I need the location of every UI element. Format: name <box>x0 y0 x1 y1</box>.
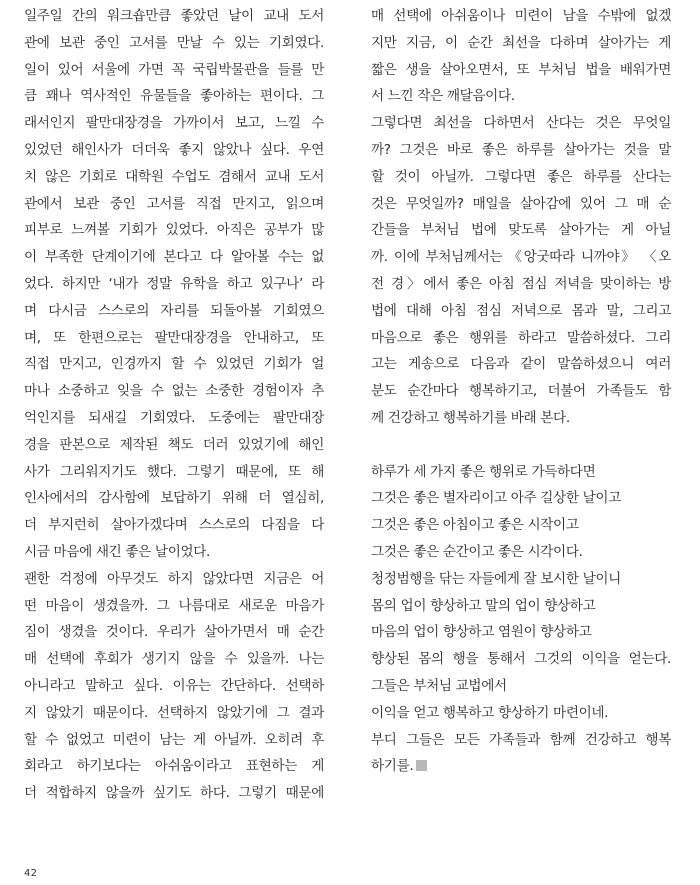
left-column-line <box>24 351 324 378</box>
line-text: 법에 대해 아침 점심 저녁으로 몸과 말, 그리고 <box>371 302 671 319</box>
right-column-line <box>371 593 595 620</box>
left-column-line <box>24 727 324 754</box>
line-text: 전 경〉에서 좋은 아침 점심 저녁을 맞이하는 방 <box>371 276 671 292</box>
left-column-line <box>24 271 324 298</box>
left-column-line <box>24 459 324 486</box>
line-text: 직접 만지고, 인경까지 할 수 있었던 기회가 얼 <box>24 356 324 373</box>
line-text: 그들은 부처님 교법에서 <box>371 678 507 694</box>
line-text: 향상된 몸의 행을 통해서 그것의 이익을 얻는다. <box>371 651 671 668</box>
right-column-line <box>371 137 671 164</box>
line-text: 회라고 하기보다는 아쉬움이라고 표현하는 게 <box>24 758 324 775</box>
left-column-line <box>24 432 324 459</box>
right-column-line <box>371 351 671 378</box>
right-column-line <box>371 646 671 673</box>
line-text: 하루가 세 가지 좋은 행위로 가득하다면 <box>371 463 596 480</box>
left-column-line <box>24 3 324 30</box>
left-column-line <box>24 673 324 700</box>
line-text: 치 않은 기회로 대학원 수업도 겸해서 교내 도서 <box>24 168 324 185</box>
line-text: 며 다시금 스스로의 자리를 되돌아볼 기회였으 <box>24 302 324 319</box>
line-text: 할 수 없었고 미련이 남는 게 아닐까. 오히려 후 <box>24 731 324 748</box>
line-text: 까. 이에 부처님께서는 《앙굿따라 니까야》 〈오 <box>371 249 671 266</box>
right-column-line <box>371 700 608 727</box>
line-text: 래서인지 팔만대장경을 가까이서 보고, 느낄 수 <box>24 115 324 132</box>
line-text: 그렇다면 최선을 다하면서 산다는 것은 무엇일 <box>371 115 671 132</box>
right-column-line <box>371 110 671 137</box>
left-column-line <box>24 700 324 727</box>
right-column-line <box>371 271 671 298</box>
right-column-line <box>371 753 427 780</box>
line-text: 사가 그리워지기도 했다. 그렇기 때문에, 또 해 <box>24 463 324 480</box>
end-of-article-mark <box>416 760 427 771</box>
line-text: 마음으로 좋은 행위를 하라고 말씀하셨다. 그리 <box>371 329 671 346</box>
left-column-line <box>24 593 324 620</box>
page-number: 42 <box>24 868 38 879</box>
right-column-line <box>371 727 671 754</box>
line-text: 지 않았기 때문이다. 선택하지 않았기에 그 결과 <box>24 704 324 721</box>
left-column-line <box>24 566 324 593</box>
line-text: 일주일 간의 워크숍만큼 좋았던 날이 교내 도서 <box>24 8 324 24</box>
left-column-line <box>24 217 324 244</box>
line-text: 떤 마음이 생겼을까. 그 나름대로 새로운 마음가 <box>24 597 324 614</box>
line-text: 아니라고 말하고 싶다. 이유는 간단하다. 선택하 <box>24 678 324 694</box>
line-text: 지만 지금, 이 순간 최선을 다하며 살아가는 게 <box>371 34 671 51</box>
left-column-line <box>24 191 324 218</box>
line-text: 마음의 업이 향상하고 염원이 향상하고 <box>371 624 592 641</box>
right-column-line <box>371 405 570 432</box>
left-column-line <box>24 164 324 191</box>
line-text: 마나 소중하고 잊을 수 없는 소중한 경험이자 추 <box>24 383 324 400</box>
line-text: 관에서 보관 중인 고서를 직접 만지고, 읽으며 <box>24 195 324 212</box>
line-text: 부디 그들은 모든 가족들과 함께 건강하고 행복 <box>371 731 671 748</box>
line-text: 었다. 하지만 ‘내가 정말 유학을 하고 있구나’ 라 <box>24 276 324 292</box>
right-column-line <box>371 459 595 486</box>
line-text: 억인지를 되새길 기회였다. 도중에는 팔만대장 <box>24 410 324 426</box>
line-text: 짧은 생을 살아오면서, 또 부처님 법을 배워가면 <box>371 61 671 78</box>
left-column-line <box>24 83 324 110</box>
left-column-line <box>24 405 324 432</box>
right-column-line <box>371 485 621 512</box>
line-text: 며, 또 한편으로는 팔만대장경을 안내하고, 또 <box>24 329 324 346</box>
right-column-line <box>371 673 507 700</box>
line-text: 하기를. <box>371 758 414 775</box>
line-text: 그것은 좋은 아침이고 좋은 시작이고 <box>371 517 579 534</box>
left-column-line <box>24 378 324 405</box>
line-text: 몸의 업이 향상하고 말의 업이 향상하고 <box>371 597 596 614</box>
right-column-line <box>371 298 671 325</box>
line-text: 큼 꽤나 역사적인 유물들을 좋아하는 편이다. 그 <box>24 88 324 105</box>
line-text: 일이 있어 서울에 가면 꼭 국립박물관을 들를 만 <box>24 61 324 78</box>
line-text: 짐이 생겼을 것이다. 우리가 살아가면서 매 순간 <box>24 624 324 641</box>
right-column-line <box>371 3 671 30</box>
left-column-line <box>24 485 324 512</box>
line-text: 피부로 느껴볼 기회가 있었다. 아직은 공부가 많 <box>24 222 324 239</box>
right-column-line <box>371 217 671 244</box>
left-column-line <box>24 137 324 164</box>
left-column-line <box>24 646 324 673</box>
right-column-line <box>371 30 671 57</box>
line-text: 간들을 부처님 법에 맞도록 살아가는 게 아닐 <box>371 222 671 239</box>
line-text: 고는 게송으로 다음과 같이 말씀하셨으니 여러 <box>371 356 671 373</box>
left-column-line <box>24 298 324 325</box>
line-text: 그것은 좋은 별자리이고 아주 길상한 날이고 <box>371 490 621 507</box>
left-column-line <box>24 780 324 807</box>
right-column-line <box>371 244 671 271</box>
line-text: 관에 보관 중인 고서를 만날 수 있는 기회였다. <box>24 34 324 51</box>
right-column-line <box>371 539 583 566</box>
left-column-line <box>24 512 324 539</box>
left-column-line <box>24 30 324 57</box>
line-text: 까? 그것은 바로 좋은 하루를 살아가는 것을 말 <box>371 142 671 158</box>
left-column-line <box>24 325 324 352</box>
line-text: 그것은 좋은 순간이고 좋은 시각이다. <box>371 544 583 560</box>
right-column-line <box>371 164 671 191</box>
line-text: 인사에서의 감사함에 보답하기 위해 더 열심히, <box>24 490 324 507</box>
line-text: 시금 마음에 새긴 좋은 날이었다. <box>24 544 211 560</box>
line-text: 이익을 얻고 행복하고 향상하기 마련이네. <box>371 704 609 721</box>
line-text: 할 것이 아닐까. 그렇다면 좋은 하루를 산다는 <box>371 168 671 185</box>
line-text: 있었던 해인사가 더더욱 좋지 않았나 싶다. 우연 <box>24 142 324 158</box>
right-column-line <box>371 512 579 539</box>
line-text: 매 선택에 아쉬움이나 미련이 남을 수밖에 없겠 <box>371 8 671 24</box>
line-text: 더 부지런히 살아가겠다며 스스로의 다짐을 다 <box>24 517 324 534</box>
right-column-line <box>371 619 591 646</box>
right-column-line <box>371 83 515 110</box>
right-column-line <box>371 191 671 218</box>
line-text: 더 적합하지 않을까 싶기도 하다. 그렇기 때문에 <box>24 785 324 802</box>
line-text: 경을 판본으로 제작된 책도 더러 있었기에 해인 <box>24 436 324 453</box>
right-column-line <box>371 57 671 84</box>
left-column-line <box>24 539 210 566</box>
line-text: 것은 무엇일까? 매일을 살아감에 있어 그 매 순 <box>371 195 671 212</box>
right-column-line <box>371 325 671 352</box>
left-column-line <box>24 753 324 780</box>
left-column-line <box>24 244 324 271</box>
left-column-line <box>24 110 324 137</box>
line-text: 괜한 걱정에 아무것도 하지 않았다면 지금은 어 <box>24 570 324 587</box>
line-text: 분도 순간마다 행복하기고, 더불어 가족들도 함 <box>371 383 671 400</box>
line-text: 서 느낀 작은 깨달음이다. <box>371 88 515 105</box>
line-text: 청정범행을 닦는 자들에게 잘 보시한 날이니 <box>371 570 621 587</box>
right-column-line <box>371 378 671 405</box>
line-text: 이 부족한 단계이기에 본다고 다 알아볼 수는 없 <box>24 249 324 266</box>
left-column-line <box>24 619 324 646</box>
left-column-line <box>24 57 324 84</box>
line-text: 께 건강하고 행복하기를 바래 본다. <box>371 410 570 426</box>
line-text: 매 선택에 후회가 생기지 않을 수 있을까. 나는 <box>24 651 324 668</box>
right-column-line <box>371 566 621 593</box>
